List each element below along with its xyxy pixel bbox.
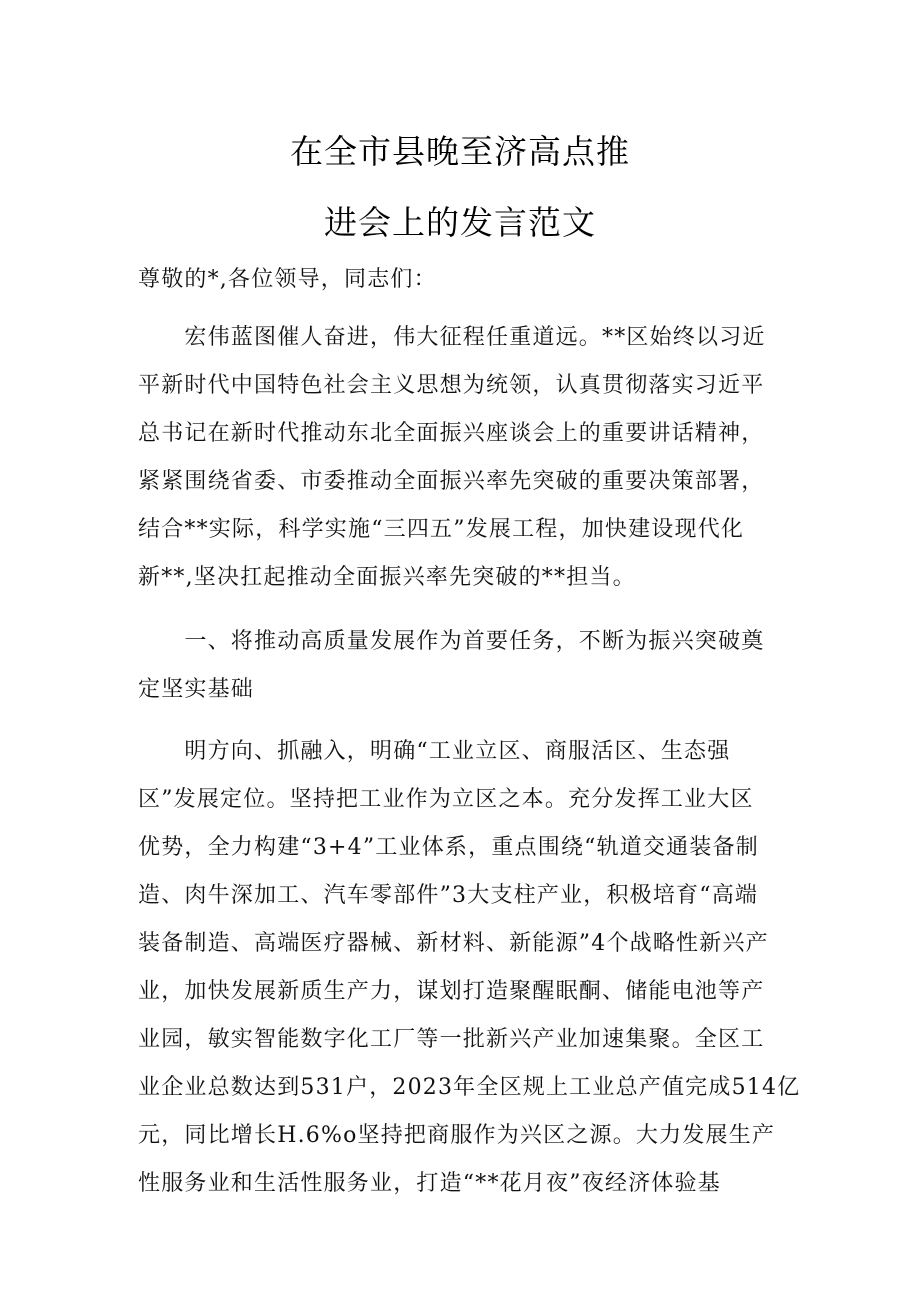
body-line: 装备制造、高端医疗器械、新材料、新能源”4个战略性新兴产: [138, 931, 769, 956]
body-line: 总书记在新时代推动东北全面振兴座谈会上的重要讲话精神，: [138, 421, 765, 446]
body-line: 紧紧围绕省委、市委推动全面振兴率先突破的重要决策部署，: [138, 469, 765, 494]
body-line: 元，同比增长H.6%o坚持把商服作为兴区之源。大力发展生产: [138, 1123, 776, 1148]
document-title-line-1: 在全市县晚至济高点推: [290, 132, 630, 171]
salutation: 尊敬的*,各位领导，同志们：: [138, 267, 437, 292]
document-title-line-2: 进会上的发言范文: [324, 203, 596, 242]
body-line: 明方向、抓融入，明确“工业立区、商服活区、生态强: [138, 739, 731, 764]
body-line: 区”发展定位。坚持把工业作为立区之本。充分发挥工业大区: [138, 787, 754, 812]
section-heading-line: 定坚实基础: [138, 677, 255, 702]
body-line: 新**,坚决扛起推动全面振兴率先突破的**担当。: [138, 565, 636, 590]
body-line: 结合**实际，科学实施“三四五”发展工程，加快建设现代化: [138, 517, 745, 542]
body-line: 业企业总数达到531户，2023年全区规上工业总产值完成514亿: [138, 1075, 801, 1100]
body-line: 优势，全力构建“3+4”工业体系，重点围绕“轨道交通装备制: [138, 835, 759, 860]
body-line: 平新时代中国特色社会主义思想为统领，认真贯彻落实习近平: [138, 373, 765, 398]
body-line: 宏伟蓝图催人奋进，伟大征程任重道远。**区始终以习近: [138, 325, 766, 350]
body-line: 造、肉牛深加工、汽车零部件”3大支柱产业，积极培育“高端: [138, 883, 759, 908]
section-heading-line: 一、将推动高质量发展作为首要任务，不断为振兴突破奠: [138, 629, 765, 654]
body-line: 性服务业和生活性服务业，打造“**花月夜”夜经济体验基: [138, 1171, 721, 1196]
body-line: 业园，敏实智能数字化工厂等一批新兴产业加速集聚。全区工: [138, 1027, 765, 1052]
body-line: 业，加快发展新质生产力，谋划打造聚醒眠酮、储能电池等产: [138, 979, 765, 1004]
